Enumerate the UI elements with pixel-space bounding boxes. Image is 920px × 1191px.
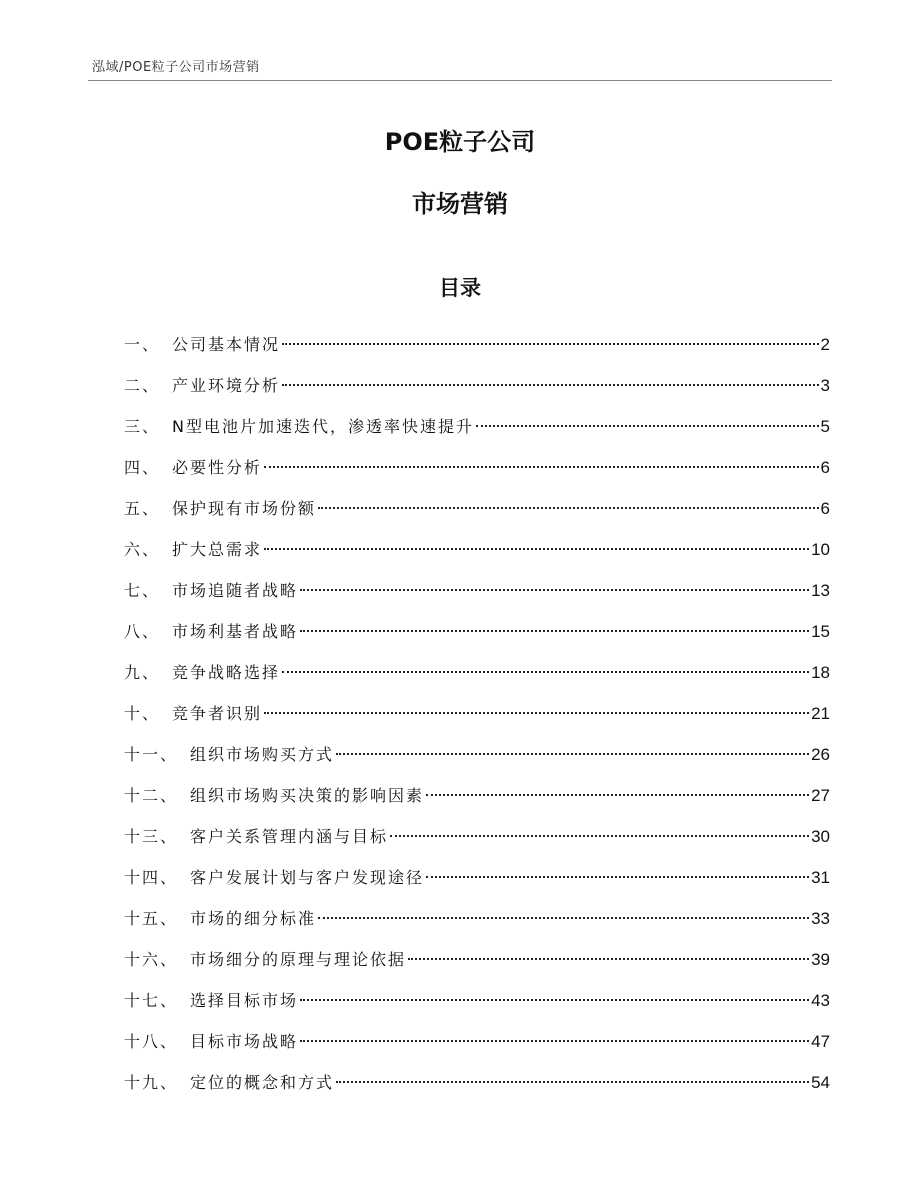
toc-entry[interactable] xyxy=(124,365,830,406)
toc-entry-title: 必要性分析 xyxy=(172,458,263,477)
toc-entry[interactable] xyxy=(124,652,830,693)
toc-entry-number: 十二、 xyxy=(124,786,179,805)
toc-entry-title: N型电池片加速迭代，渗透率快速提升 xyxy=(172,417,474,436)
toc-entry-number: 十三、 xyxy=(124,827,179,846)
toc-entry-title: 产业环境分析 xyxy=(172,376,281,395)
toc-dot-leader xyxy=(300,999,809,1001)
toc-entry-number: 八、 xyxy=(124,622,161,641)
toc-entry-page: 33 xyxy=(811,909,830,928)
toc-entry-page: 47 xyxy=(811,1032,830,1051)
toc-dot-leader xyxy=(282,671,809,673)
toc-entry[interactable] xyxy=(124,980,830,1021)
toc-entry-page: 13 xyxy=(811,581,830,600)
header-divider xyxy=(88,80,832,81)
toc-entry[interactable] xyxy=(124,693,830,734)
toc-entry-page: 27 xyxy=(811,786,830,805)
toc-dot-leader xyxy=(408,958,809,960)
toc-entry[interactable] xyxy=(124,734,830,775)
toc-entry-number: 一、 xyxy=(124,335,161,354)
toc-entry-number: 十、 xyxy=(124,704,161,723)
toc-entry[interactable] xyxy=(124,406,830,447)
toc-entry-title: 组织市场购买决策的影响因素 xyxy=(190,786,425,805)
toc-entry[interactable] xyxy=(124,1021,830,1062)
toc-entry-page: 6 xyxy=(820,458,830,477)
toc-entry-title: 选择目标市场 xyxy=(190,991,299,1010)
table-of-contents xyxy=(124,324,830,1103)
toc-entry-title: 扩大总需求 xyxy=(172,540,263,559)
toc-dot-leader xyxy=(318,917,809,919)
toc-dot-leader xyxy=(426,876,809,878)
toc-entry-page: 6 xyxy=(820,499,830,518)
running-header: 泓域/POE粒子公司市场营销 xyxy=(92,60,260,75)
toc-dot-leader xyxy=(426,794,809,796)
toc-dot-leader xyxy=(476,425,819,427)
toc-entry-page: 21 xyxy=(811,704,830,723)
toc-entry-number: 十一、 xyxy=(124,745,179,764)
toc-entry-number: 九、 xyxy=(124,663,161,682)
toc-dot-leader xyxy=(336,1081,809,1083)
toc-entry[interactable] xyxy=(124,775,830,816)
toc-entry-title: 组织市场购买方式 xyxy=(190,745,335,764)
toc-entry-number: 十八、 xyxy=(124,1032,179,1051)
toc-entry[interactable] xyxy=(124,529,830,570)
toc-entry-title: 市场追随者战略 xyxy=(172,581,299,600)
toc-entry-page: 43 xyxy=(811,991,830,1010)
document-subtitle: 市场营销 xyxy=(412,190,508,218)
toc-entry-title: 客户关系管理内涵与目标 xyxy=(190,827,389,846)
toc-dot-leader xyxy=(390,835,809,837)
document-title: POE粒子公司 xyxy=(384,128,536,156)
toc-entry-title: 市场的细分标准 xyxy=(190,909,317,928)
toc-dot-leader xyxy=(300,1040,809,1042)
toc-entry-page: 3 xyxy=(820,376,830,395)
toc-entry[interactable] xyxy=(124,857,830,898)
toc-entry-page: 39 xyxy=(811,950,830,969)
toc-entry-title: 公司基本情况 xyxy=(172,335,281,354)
toc-entry[interactable] xyxy=(124,898,830,939)
toc-entry-page: 26 xyxy=(811,745,830,764)
toc-entry-number: 十九、 xyxy=(124,1073,179,1092)
toc-entry-number: 三、 xyxy=(124,417,161,436)
toc-entry-page: 2 xyxy=(820,335,830,354)
toc-entry-number: 七、 xyxy=(124,581,161,600)
toc-dot-leader xyxy=(318,507,819,509)
toc-entry-number: 十四、 xyxy=(124,868,179,887)
toc-entry-title: 定位的概念和方式 xyxy=(190,1073,335,1092)
toc-dot-leader xyxy=(264,712,809,714)
toc-entry-number: 二、 xyxy=(124,376,161,395)
toc-entry-page: 54 xyxy=(811,1073,830,1092)
toc-entry-title: 竞争者识别 xyxy=(172,704,263,723)
toc-entry[interactable] xyxy=(124,570,830,611)
toc-entry-title: 客户发展计划与客户发现途径 xyxy=(190,868,425,887)
toc-entry[interactable] xyxy=(124,1062,830,1103)
toc-entry-title: 目标市场战略 xyxy=(190,1032,299,1051)
toc-entry[interactable] xyxy=(124,324,830,365)
toc-entry-page: 18 xyxy=(811,663,830,682)
toc-entry[interactable] xyxy=(124,611,830,652)
toc-entry[interactable] xyxy=(124,939,830,980)
toc-entry-page: 30 xyxy=(811,827,830,846)
toc-dot-leader xyxy=(300,630,809,632)
toc-entry-page: 31 xyxy=(811,868,830,887)
toc-entry-number: 五、 xyxy=(124,499,161,518)
toc-dot-leader xyxy=(282,343,819,345)
toc-entry-title: 市场细分的原理与理论依据 xyxy=(190,950,407,969)
toc-entry-number: 六、 xyxy=(124,540,161,559)
toc-dot-leader xyxy=(264,466,819,468)
toc-entry-number: 四、 xyxy=(124,458,161,477)
toc-entry-number: 十五、 xyxy=(124,909,179,928)
toc-entry-page: 10 xyxy=(811,540,830,559)
toc-entry-page: 15 xyxy=(811,622,830,641)
toc-entry-title: 竞争战略选择 xyxy=(172,663,281,682)
toc-entry-number: 十七、 xyxy=(124,991,179,1010)
toc-dot-leader xyxy=(282,384,819,386)
toc-entry[interactable] xyxy=(124,447,830,488)
toc-entry[interactable] xyxy=(124,488,830,529)
toc-dot-leader xyxy=(336,753,809,755)
toc-entry-title: 市场利基者战略 xyxy=(172,622,299,641)
toc-entry-page: 5 xyxy=(820,417,830,436)
toc-entry-title: 保护现有市场份额 xyxy=(172,499,317,518)
toc-entry[interactable] xyxy=(124,816,830,857)
toc-dot-leader xyxy=(300,589,809,591)
toc-entry-number: 十六、 xyxy=(124,950,179,969)
toc-heading: 目录 xyxy=(439,276,481,300)
toc-dot-leader xyxy=(264,548,809,550)
